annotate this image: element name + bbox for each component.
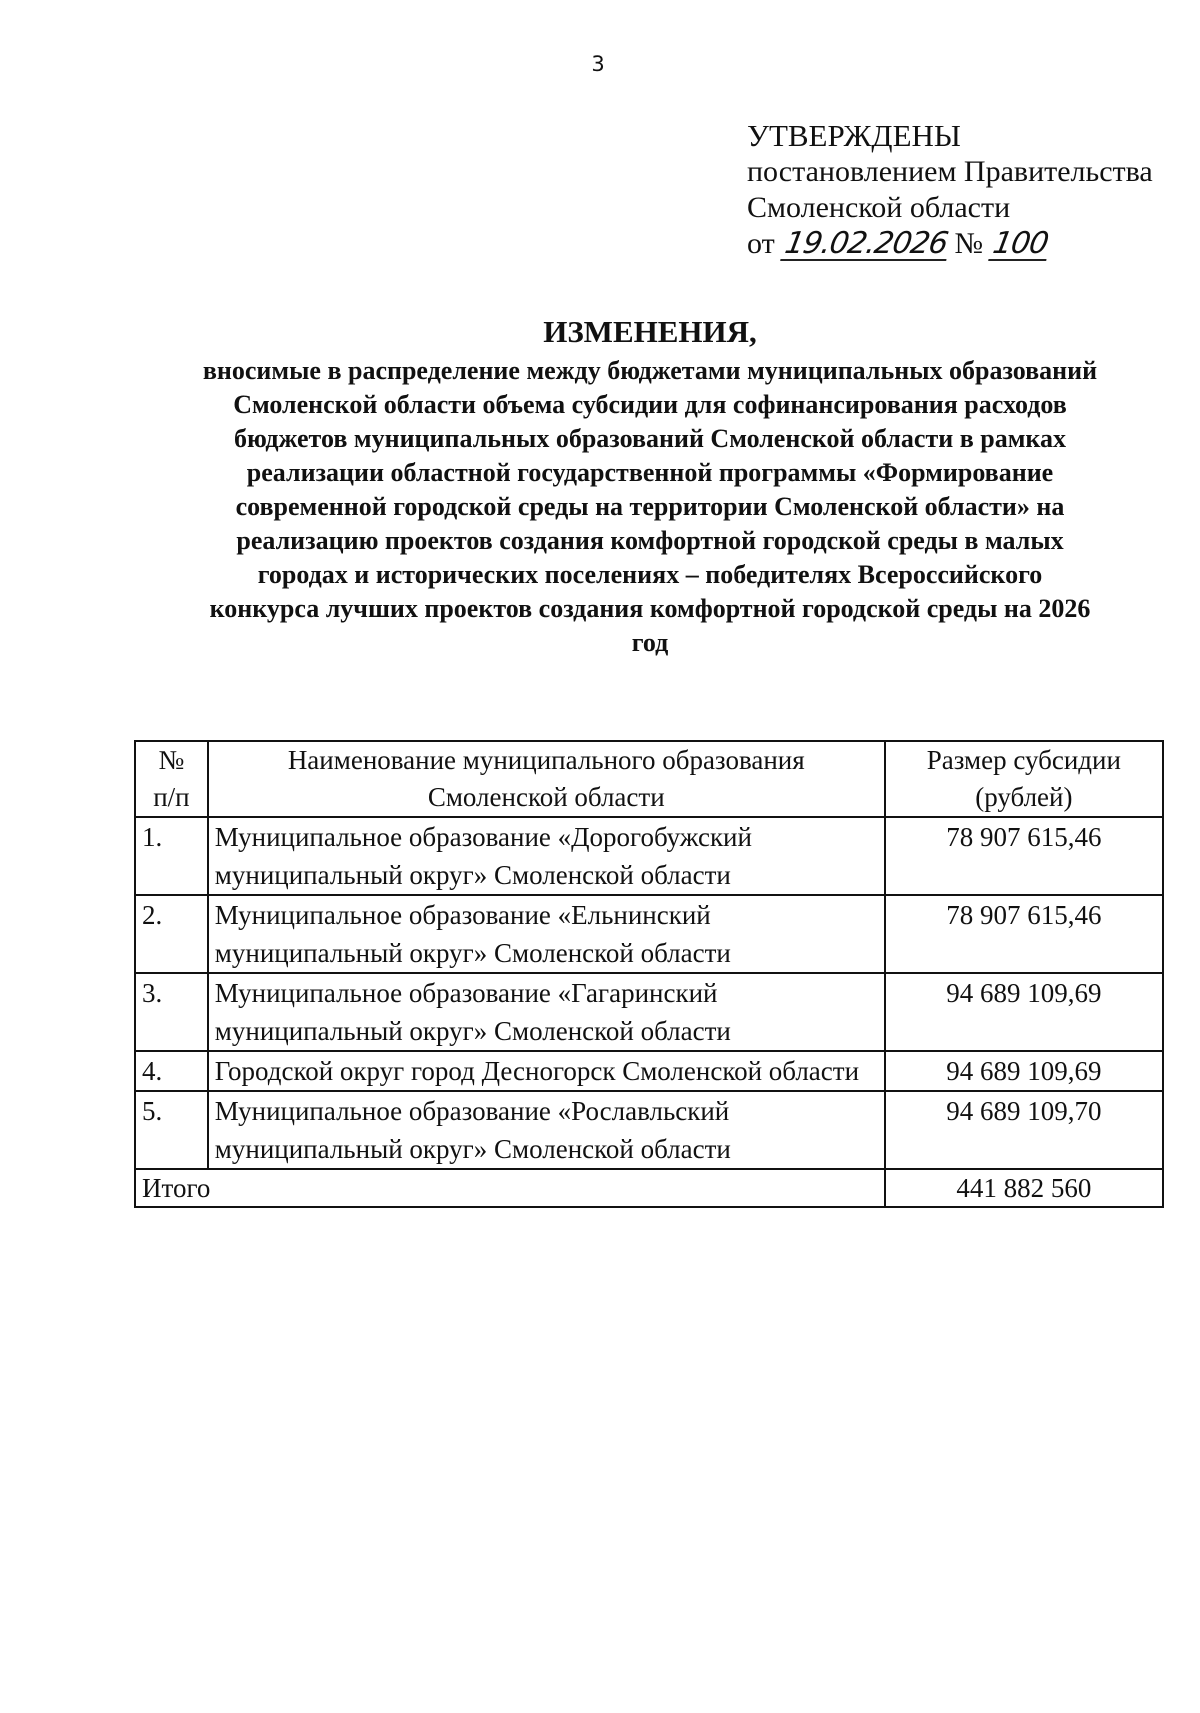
row-num: 5. (135, 1091, 208, 1169)
row-amount: 78 907 615,46 (885, 895, 1163, 973)
row-num: 2. (135, 895, 208, 973)
table-header-row (135, 741, 1163, 817)
header-name: Наименование муниципального образования Смоленской области (208, 741, 885, 817)
row-name: Городской округ город Десногорск Смоленской области (208, 1051, 885, 1091)
approval-title: УТВЕРЖДЕНЫ (747, 118, 961, 153)
row-num: 4. (135, 1051, 208, 1091)
row-name: Муниципальное образование «Рославльский муниципальный округ» Смоленской области (208, 1091, 885, 1169)
table-row (135, 817, 1163, 895)
table-row (135, 895, 1163, 973)
row-amount: 94 689 109,69 (885, 1051, 1163, 1091)
row-num: 1. (135, 817, 208, 895)
row-amount: 78 907 615,46 (885, 817, 1163, 895)
subsidy-table (134, 740, 1164, 1208)
row-name: Муниципальное образование «Ельнинский муниципальный округ» Смоленской области (208, 895, 885, 973)
header-amount: Размер субсидии (рублей) (885, 741, 1163, 817)
table-row (135, 1051, 1163, 1091)
page-number: 3 (591, 52, 605, 76)
table-total-row (135, 1169, 1163, 1207)
total-label: Итого (135, 1169, 885, 1207)
document-subtitle: вносимые в распределение между бюджетами муниципальных образований Смоленской области объема субсидии для софинансирования расходов бюджетов муниципальных образований Смоленской области в рамках реализации областной государственной программы «Формирование современной городской среды на территории Смоленской области» на реализацию проектов создания комфортной городской среды в малых городах и исторических поселениях – победителях Всероссийского конкурса лучших проектов создания комфортной городской среды на 2026 год (202, 356, 1098, 657)
table-row (135, 1091, 1163, 1169)
handwritten-date: 19.02.2026 (781, 226, 950, 261)
approval-line-2: Смоленской области (747, 191, 1011, 224)
handwritten-number: 100 (990, 226, 1051, 261)
row-name: Муниципальное образование «Дорогобужский муниципальный округ» Смоленской области (208, 817, 885, 895)
row-amount: 94 689 109,69 (885, 973, 1163, 1051)
date-prefix: от (747, 227, 775, 260)
document-title-block (130, 312, 1170, 660)
header-num-line1: № (158, 745, 185, 775)
row-num: 3. (135, 973, 208, 1051)
header-num (135, 741, 208, 817)
approval-stamp (747, 118, 1153, 262)
table-row (135, 973, 1163, 1051)
header-num-line2: п/п (153, 782, 190, 812)
number-prefix: № (954, 227, 984, 260)
total-amount: 441 882 560 (885, 1169, 1163, 1207)
approval-line-1: постановлением Правительства (747, 155, 1153, 188)
approval-date-line (747, 226, 1153, 262)
row-amount: 94 689 109,70 (885, 1091, 1163, 1169)
document-title: ИЗМЕНЕНИЯ, (543, 314, 757, 349)
row-name: Муниципальное образование «Гагаринский муниципальный округ» Смоленской области (208, 973, 885, 1051)
